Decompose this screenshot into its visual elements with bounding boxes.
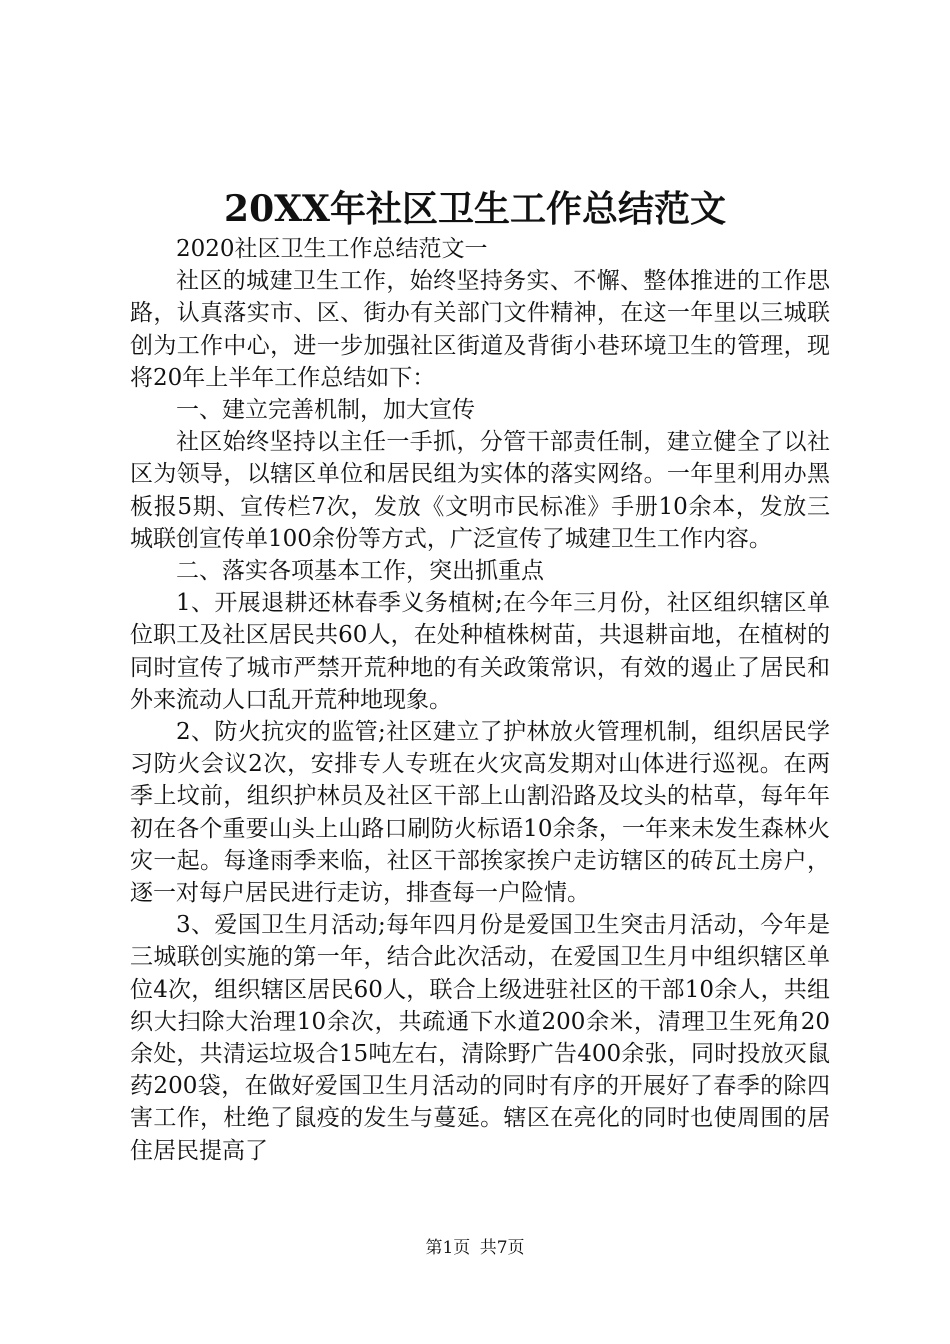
paragraph-section-1: 社区始终坚持以主任一手抓，分管干部责任制，建立健全了以社区为领导，以辖区单位和居民组为实体的落实网络。一年里利用办黑板报5期、宣传栏7次，发放《文明市民标准》手册10余本，发放三城联创宣传单100余份等方式，广泛宣传了城建卫生工作内容。 [130, 429, 830, 552]
page-footer [0, 1236, 950, 1260]
paragraph-item-2: 2、防火抗灾的监管;社区建立了护林放火管理机制，组织居民学习防火会议2次，安排专人专班在火灾高发期对山体进行巡视。在两季上坟前，组织护林员及社区干部上山割沿路及坟头的枯草，每年年初在各个重要山头上山路口刷防火标语10余条，一年来未发生森林火灾一起。每逢雨季来临，社区干部挨家挨户走访辖区的砖瓦土房户，逐一对每户居民进行走访，排查每一户险情。 [130, 719, 830, 907]
section-heading-1: 一、建立完善机制，加大宣传 [176, 397, 475, 424]
document-body [130, 233, 830, 1167]
paragraph-intro: 社区的城建卫生工作，始终坚持务实、不懈、整体推进的工作思路，认真落实市、区、街办有关部门文件精神，在这一年里以三城联创为工作中心，进一步加强社区街道及背街小巷环境卫生的管理，现将20年上半年工作总结如下： [130, 268, 830, 391]
page-total: 共7页 [479, 1238, 525, 1258]
document-title: 20XX年社区卫生工作总结范文 [224, 188, 726, 230]
paragraph-item-1: 1、开展退耕还林春季义务植树;在今年三月份，社区组织辖区单位职工及社区居民共60人，在处种植株树苗，共退耕亩地，在植树的同时宣传了城市严禁开荒种地的有关政策常识，有效的遏止了居民和外来流动人口乱开荒种地现象。 [130, 590, 830, 713]
paragraph-item-3: 3、爱国卫生月活动;每年四月份是爱国卫生突击月活动，今年是三城联创实施的第一年，结合此次活动，在爱国卫生月中组织辖区单位4次，组织辖区居民60人，联合上级进驻社区的干部10余人，共组织大扫除大治理10余次，共疏通下水道200余米，清理卫生死角20余处，共清运垃圾合15吨左右，清除野广告400余张，同时投放灭鼠药200袋，在做好爱国卫生月活动的同时有序的开展好了春季的除四害工作，杜绝了鼠疫的发生与蔓延。辖区在亮化的同时也使周围的居住居民提高了 [130, 912, 830, 1164]
page-number: 第1页 [425, 1238, 471, 1258]
paragraph-subtitle: 2020社区卫生工作总结范文一 [176, 236, 488, 262]
section-heading-2: 二、落实各项基本工作，突出抓重点 [176, 558, 544, 585]
